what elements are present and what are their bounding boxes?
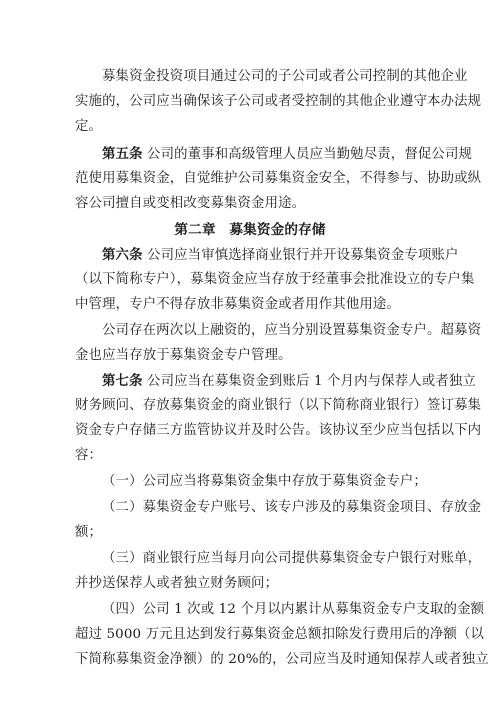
- list-item: （二）募集资金专户账号、该专户涉及的募集资金项目、存放金: [102, 500, 482, 515]
- paragraph-line: 容公司擅自或变相改变募集资金用途。: [75, 196, 306, 211]
- chapter-heading: 第二章 募集资金的存储: [174, 222, 326, 238]
- paragraph-line: 并抄送保荐人或者独立财务顾问；: [75, 576, 279, 591]
- paragraph-line: 额；: [75, 525, 103, 540]
- article-5-line-1: [102, 146, 473, 163]
- paragraph-line: 实施的，公司应当确保该子公司或者受控制的其他企业遵守本办法规: [75, 94, 482, 109]
- paragraph-line: 范使用募集资金，自觉维护公司募集资金安全，不得参与、协助或纵: [75, 171, 482, 186]
- paragraph-line: 金也应当存放于募集资金专户管理。: [75, 348, 292, 363]
- list-item: （一）公司应当将募集资金集中存放于募集资金专户；: [102, 474, 427, 489]
- article-text: 公司应当在募集资金到账后 1 个月内与保荐人或者独立: [147, 374, 476, 389]
- article-7-line-1: [102, 373, 476, 390]
- paragraph-line: 中管理，专户不得存放非募集资金或者用作其他用途。: [75, 297, 400, 312]
- article-label: 第六条: [102, 247, 143, 263]
- article-label: 第五条: [102, 146, 143, 162]
- article-6-line-1: [102, 247, 459, 264]
- article-text: 公司的董事和高级管理人员应当勤勉尽责，督促公司规: [147, 147, 473, 162]
- paragraph-line: 资金专户存储三方监管协议并及时公告。该协议至少应当包括以下内: [75, 423, 482, 438]
- paragraph-line: 募集资金投资项目通过公司的子公司或者公司控制的其他企业: [102, 69, 468, 84]
- list-item: （三）商业银行应当每月向公司提供募集资金专户银行对账单，: [102, 551, 482, 566]
- list-item: （四）公司 1 次或 12 个月以内累计从募集资金专户支取的金额: [102, 602, 485, 617]
- paragraph-line: 容：: [75, 448, 103, 463]
- paragraph-line: 超过 5000 万元且达到发行募集资金总额扣除发行费用后的净额（以: [75, 627, 485, 642]
- paragraph-line: 下简称募集资金净额）的 20%的，公司应当及时通知保荐人或者独立: [75, 652, 489, 667]
- article-text: 公司应当审慎选择商业银行并开设募集资金专项账户: [147, 248, 459, 263]
- paragraph-line: （以下简称专户），募集资金应当存放于经董事会批准设立的专户集: [75, 272, 475, 287]
- paragraph-line: 公司存在两次以上融资的，应当分别设置募集资金专户。超募资: [102, 323, 482, 338]
- paragraph-line: 财务顾问、存放募集资金的商业银行（以下简称商业银行）签订募集: [75, 398, 482, 413]
- article-label: 第七条: [102, 373, 143, 389]
- paragraph-line: 定。: [75, 119, 103, 134]
